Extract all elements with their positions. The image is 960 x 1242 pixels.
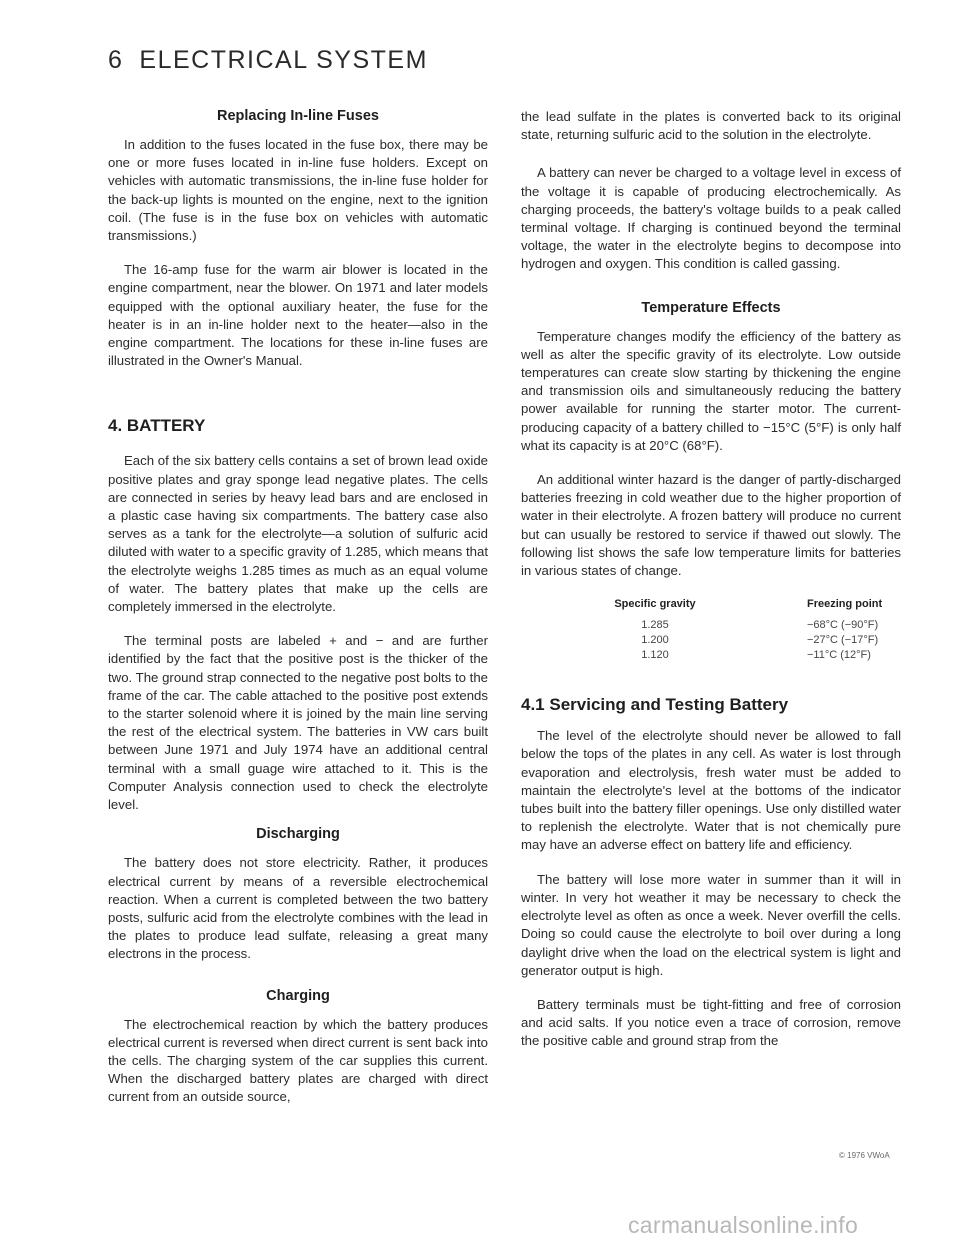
freezing-cell: −27°C (−17°F) [807,634,879,647]
section-heading-servicing: 4.1 Servicing and Testing Battery [521,695,789,715]
column-header: Freezing point [807,598,883,611]
left-column [108,108,488,1107]
paragraph: the lead sulfate in the plates is converted back to its original state, returning sulfuric acid to the solution in the electrolyte. [521,109,901,143]
table-row [521,648,901,663]
paragraph: A battery can never be charged to a voltage level in excess of the voltage it is capable of producing electrochemically. As charging proceeds, the battery's voltage builds to a peak called terminal voltage. If charging is continued beyond the terminal voltage, the water in the electrolyte begins to decompose into hydrogen and oxygen. This condition is called gassing. [521,165,901,272]
paragraph: In addition to the fuses located in the fuse box, there may be one or more fuses located in in-line fuse holders. Except on vehicles with automatic transmissions, the in-line fuse holder for the back-up lights is mounted on the engine, next to the ignition coil. (The fuse is in the fuse box on vehicles with automatic transmissions.) [108,137,488,244]
paragraph: Temperature changes modify the efficiency of the battery as well as alter the specific gravity of its electrolyte. Low outside temperatures can create slow starting by thickening the engine and transmission oils and simultaneously reducing the battery power available for running the starter motor. The current-producing capacity of a battery chilled to −15°C (5°F) is only half what its capacity is at 20°C (68°F). [521,328,901,453]
chapter-title: ELECTRICAL SYSTEM [139,46,428,74]
section-heading-battery: 4. BATTERY [108,416,206,436]
paragraph: The 16-amp fuse for the warm air blower is located in the engine compartment, near the blower. On 1971 and later models equipped with the optional auxiliary heater, the fuse for the heater is in an in-line holder next to the heater—also in the engine compartment. The locations for these in-line fuses are illustrated in the Owner's Manual. [108,262,488,369]
section-heading-temperature: Temperature Effects [641,299,781,316]
table-row [521,618,901,633]
column-header: Specific gravity [614,598,696,611]
watermark: carmanualsonline.info [628,1212,859,1238]
right-column [521,108,901,1051]
table-row [521,633,901,648]
page-header [108,46,428,75]
paragraph: Battery terminals must be tight-fitting and free of corrosion and acid salts. If you notice even a trace of corrosion, remove the positive cable and ground strap from the [521,996,901,1049]
freezing-cell: −11°C (12°F) [807,649,871,662]
paragraph: An additional winter hazard is the danger of partly-discharged batteries freezing in cold weather due to the higher proportion of water in their electrolyte. A frozen battery will produce no current but can usually be restored to service if thawed out slowly. The following list shows the safe low temperature limits for batteries in various states of change. [521,472,901,579]
gravity-cell: 1.285 [641,619,669,632]
paragraph: The level of the electrolyte should never be allowed to fall below the tops of the plates in any cell. As water is lost through evaporation and electrolysis, fresh water must be added to maintain the electrolyte's level at the bottoms of the indicator tubes built into the battery filler openings. Use only distilled water to replenish the electrolyte. Water that is not chemically pure may have an adverse effect on battery life and efficiency. [521,728,901,853]
freezing-cell: −68°C (−90°F) [807,619,879,632]
table-header-row [521,598,901,618]
gravity-cell: 1.120 [641,649,669,662]
paragraph: The battery will lose more water in summer than it will in winter. In very hot weather it may be necessary to check the electrolyte level as often as once a week. Never overfill the cells. Doing so could cause the electrolyte to boil over during a long daylight drive when the load on the electrical system is light and generator output is high. [521,871,901,978]
section-heading-fuses: Replacing In-line Fuses [217,108,379,124]
section-heading-charging: Charging [266,987,330,1004]
paragraph: The battery does not store electricity. Rather, it produces electrical current by means of a reversible electrochemical reaction. When a current is completed between the two battery posts, sulfuric acid from the electrolyte combines with the lead in the plates to produce lead sulfate, releasing a great many electrons in the process. [108,855,488,962]
freezing-point-table [521,598,901,663]
copyright-notice: © 1976 VWoA [839,1151,890,1160]
section-heading-discharging: Discharging [256,826,340,843]
paragraph: Each of the six battery cells contains a set of brown lead oxide positive plates and gray sponge lead negative plates. The cells are connected in series by heavy lead bars and are enclosed in a plastic case having six compartments. The battery case also serves as a tank for the electrolyte—a solution of sulfuric acid diluted with water to a specific gravity of 1.285, which means that the electrolyte weighs 1.285 times as much as an equal volume of water. The battery plates that make up the cells are completely immersed in the electrolyte. [108,453,488,615]
paragraph: The terminal posts are labeled + and − and are further identified by the fact that the positive post is the thicker of the two. The ground strap connected to the negative post bolts to the frame of the car. The cable attached to the positive post extends to the starter solenoid where it is joined by the main line serving the rest of the electrical system. The batteries in VW cars built between June 1971 and July 1974 have an additional central terminal with a small guage wire attached to it. This is the Computer Analysis connection used to check the electrolyte level. [108,633,488,813]
gravity-cell: 1.200 [641,634,669,647]
page-number: 6 [108,46,124,74]
paragraph: The electrochemical reaction by which the battery produces electrical current is reversed when direct current is sent back into the cells. The charging system of the car supplies this current. When the discharged battery plates are charged with direct current from an outside source, [108,1016,488,1105]
